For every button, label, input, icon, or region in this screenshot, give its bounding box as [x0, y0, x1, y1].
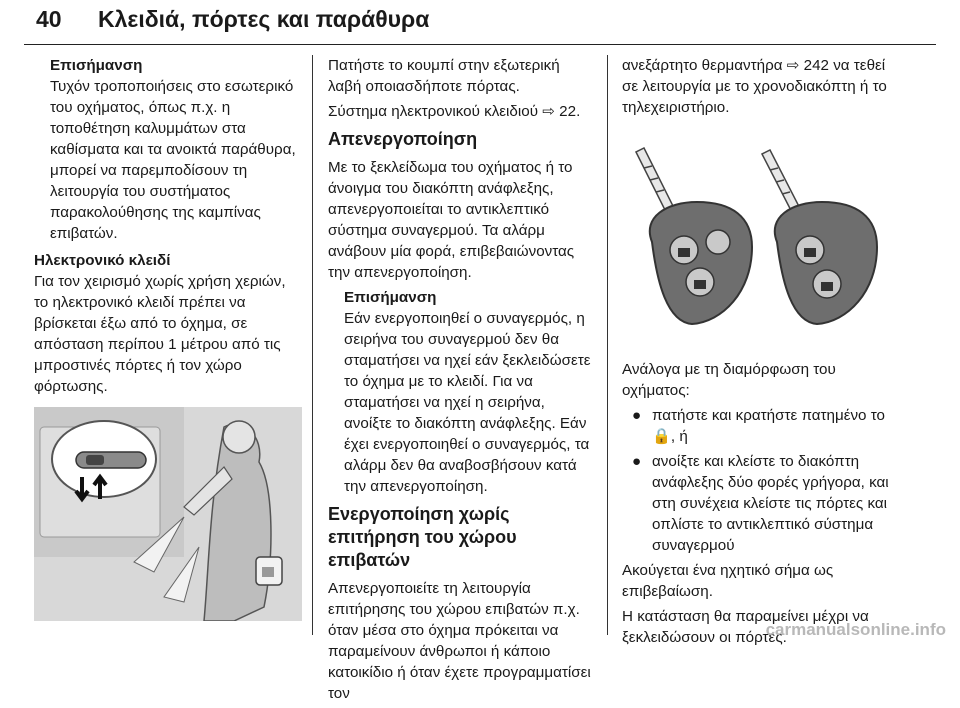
paragraph-reference: Σύστημα ηλεκτρονικού κλειδιού ⇨ 22.: [328, 103, 581, 120]
note-block: [328, 287, 594, 497]
note-block: [34, 55, 302, 244]
paragraph: ανεξάρτητο θερμαντήρα ⇨ 242 να τεθεί σε λειτουργία με το χρονοδιακόπτη ή το τηλεχειριστήριο.: [622, 57, 887, 116]
key-left: [636, 148, 752, 324]
paragraph: Η κατάσταση θα παραμείνει μέχρι να ξεκλειδώσουν οι πόρτες.: [622, 608, 869, 646]
header-rule: [24, 44, 936, 45]
paragraph: Ανάλογα με τη διαμόρφωση του οχήματος:: [622, 361, 836, 399]
paragraph: Για τον χειρισμό χωρίς χρήση χεριών, το ηλεκτρονικό κλειδί πρέπει να βρίσκεται έξω από το όχημα, σε απόσταση περίπου 1 μέτρου από τις μπροστινές πόρτες ή τον χώρο φόρτωσης.: [34, 273, 286, 395]
column-divider: [312, 55, 313, 635]
column-3: [622, 55, 892, 652]
bullet-icon: ●: [632, 453, 642, 470]
bullet-list: [622, 405, 892, 556]
column-divider: [607, 55, 608, 635]
illustration-remote-keys: [622, 132, 892, 347]
column-2: [328, 55, 594, 708]
key-right: [762, 150, 877, 324]
paragraph: Πατήστε το κουμπί στην εξωτερική λαβή οποιασδήποτε πόρτας.: [328, 57, 560, 95]
note-text: Τυχόν τροποποιήσεις στο εσωτερικό του οχήματος, όπως π.χ. η τοποθέτηση καλυμμάτων στα καθίσματα και τα ανοικτά παράθυρα, μπορεί να παρεμποδίσουν τη λειτουργία του συστήματος παρακολούθησης της καμπίνας επιβατών.: [50, 78, 296, 242]
page-header: [24, 0, 936, 46]
page-number: 40: [36, 6, 62, 32]
note-title: Επισήμανση: [344, 289, 437, 306]
door-handle-illustration: [34, 407, 302, 621]
paragraph: Ακούγεται ένα ηχητικό σήμα ως επιβεβαίωση.: [622, 562, 834, 600]
list-item: ● πατήστε και κρατήστε πατημένο το 🔒, ή: [632, 407, 885, 445]
remote-keys-illustration: [622, 132, 892, 347]
bullet-icon: ●: [632, 407, 642, 424]
illustration-door-handle: [34, 407, 302, 621]
paragraph: Απενεργοποιείτε τη λειτουργία επιτήρησης του χώρου επιβατών π.χ. όταν μέσα στο όχημα πρόκειται να παραμείνουν άνθρωποι ή κάποιο κατοικίδιο ή όταν έχετε προγραμματίσει τον: [328, 580, 591, 702]
watermark: carmanualsonline.info: [765, 620, 946, 639]
section-heading-activation: Ενεργοποίηση χωρίς επιτήρηση του χώρου επιβατών: [328, 504, 517, 570]
paragraph: Με το ξεκλείδωμα του οχήματος ή το άνοιγμα του διακόπτη ανάφλεξης, απενεργοποιείται το αντικλεπτικό σύστημα συναγερμού. Τα αλάρμ ανάβουν μία φορά, επιβεβαιώνοντας την απενεργοποίηση.: [328, 159, 575, 281]
list-item: ● ανοίξτε και κλείστε το διακόπτη ανάφλεξης δύο φορές γρήγορα, και στη συνέχεια κλείστε τις πόρτες και οπλίστε το αντικλεπτικό σύστημα συναγερμού: [632, 453, 889, 554]
section-heading-deactivation: Απενεργοποίηση: [328, 129, 478, 149]
note-title: Επισήμανση: [50, 57, 143, 74]
subheading-electronic-key: Ηλεκτρονικό κλειδί: [34, 252, 171, 269]
column-1: [34, 55, 302, 621]
page-title: Κλειδιά, πόρτες και παράθυρα: [98, 6, 430, 32]
note-text: Εάν ενεργοποιηθεί ο συναγερμός, η σειρήνα του συναγερμού δεν θα σταματήσει να ηχεί εάν ξεκλειδώσετε το όχημα με το κλειδί. Για να σταματήσει να ηχεί η σειρήνα, ανοίξτε το διακόπτη ανάφλεξης. Εάν έχει ενεργοποιηθεί ο συναγερμός, τα αλάρμ δεν θα αναβοσβήσουν κατά την απενεργοποίηση.: [344, 310, 591, 495]
